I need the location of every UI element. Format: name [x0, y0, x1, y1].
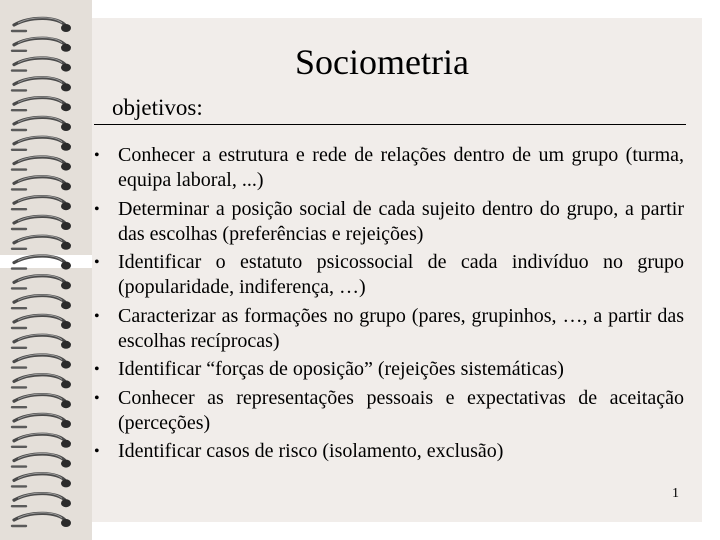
- binding-ring: [12, 176, 71, 190]
- page-number: 1: [672, 486, 679, 501]
- binding-ring: [12, 453, 71, 467]
- binding-ring: [12, 354, 71, 368]
- binding-ring: [12, 414, 71, 428]
- slide-title: Sociometria: [295, 42, 469, 82]
- list-item-text: Conhecer as representações pessoais e expectativas de aceitação (perceções): [118, 386, 684, 434]
- binding-ring: [12, 216, 71, 230]
- title-divider: [94, 124, 686, 125]
- objectives-list: [92, 143, 684, 468]
- binding-ring: [12, 156, 71, 170]
- binding-ring: [12, 275, 71, 289]
- binding-ring: [12, 255, 71, 269]
- list-item: [92, 357, 684, 382]
- list-item: [92, 439, 684, 464]
- list-item-text: Identificar casos de risco (isolamento, exclusão): [118, 440, 504, 462]
- list-item: [92, 250, 684, 300]
- binding-ring: [12, 38, 71, 52]
- binding-ring: [12, 473, 71, 487]
- binding-ring: [12, 77, 71, 91]
- binding-ring: [12, 57, 71, 71]
- slide-subtitle: objetivos:: [112, 95, 203, 120]
- binding-ring: [12, 374, 71, 388]
- list-item-text: Identificar o estatuto psicossocial de cada indivíduo no grupo (popularidade, indiferença, …): [118, 251, 684, 298]
- bullet-icon: •: [94, 389, 100, 407]
- bullet-icon: •: [94, 307, 100, 325]
- binding-ring: [12, 513, 71, 527]
- binding-ring: [12, 236, 71, 250]
- list-item-text: Caracterizar as formações no grupo (pares, grupinhos, …, a partir das escolhas recíprocas): [118, 304, 684, 352]
- binding-ring: [12, 493, 71, 507]
- binding-ring: [12, 196, 71, 210]
- binding-ring: [12, 137, 71, 151]
- list-item-text: Conhecer a estrutura e rede de relações dentro de um grupo (turma, equipa laboral, ...): [118, 144, 684, 191]
- list-item: [92, 197, 684, 247]
- list-item: [92, 304, 684, 354]
- spiral-binding-icon: [0, 0, 100, 540]
- bullet-icon: •: [94, 200, 100, 218]
- bullet-icon: •: [94, 361, 100, 378]
- binding-ring: [12, 18, 71, 32]
- bullet-icon: •: [94, 147, 100, 164]
- list-item: [92, 143, 684, 193]
- binding-ring: [12, 295, 71, 309]
- binding-ring: [12, 97, 71, 111]
- binding-ring: [12, 117, 71, 131]
- bullet-icon: •: [94, 254, 100, 271]
- binding-ring: [12, 315, 71, 329]
- list-item-text: Determinar a posição social de cada sujeito dentro do grupo, a partir das escolhas (preferências e rejeições): [118, 197, 684, 245]
- binding-ring: [12, 394, 71, 408]
- binding-ring: [12, 434, 71, 448]
- list-item: [92, 386, 684, 436]
- binding-ring: [12, 335, 71, 349]
- bullet-icon: •: [94, 443, 100, 460]
- list-item-text: Identificar “forças de oposição” (rejeições sistemáticas): [118, 358, 564, 380]
